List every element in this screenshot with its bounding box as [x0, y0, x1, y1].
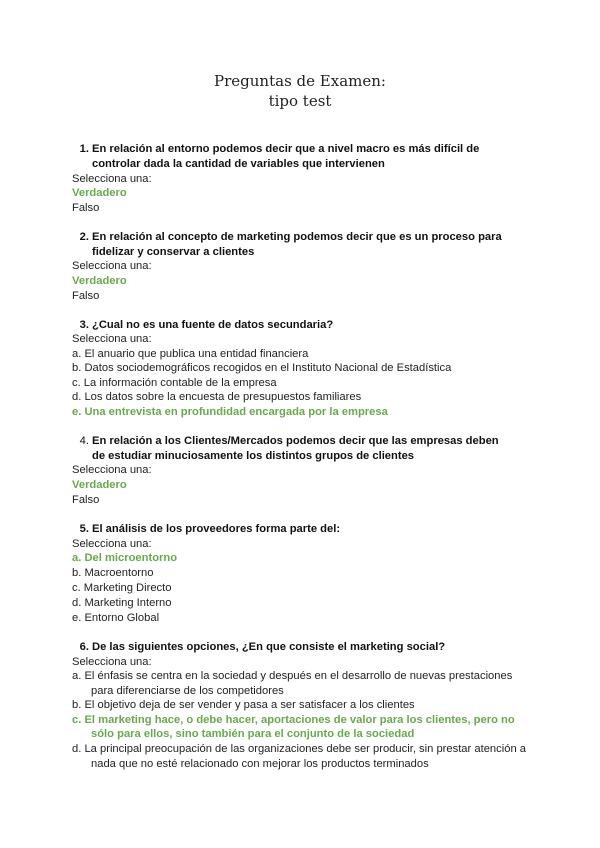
question-2-option-verdadero: Verdadero	[72, 275, 127, 287]
question-5-number: 5.	[79, 523, 89, 535]
question-5-text: 5. El análisis de los proveedores forma parte del:	[92, 522, 522, 537]
question-6-option-c-cont: sólo para ellos, sino también para el conjunto de la sociedad	[91, 728, 415, 740]
question-3-text: 3. ¿Cual no es una fuente de datos secundaria?	[92, 318, 522, 333]
question-6-option-d: d. La principal preocupación de las organizaciones debe ser producir, sin prestar atención a	[72, 743, 526, 755]
question-6-option-a: a. El énfasis se centra en la sociedad y después en el desarrollo de nuevas prestaciones	[72, 670, 513, 682]
question-4-text: 4. En relación a los Clientes/Mercados podemos decir que las empresas deben de estudiar minuciosamente los distintos grupos de clientes	[92, 434, 522, 464]
question-5-prompt: Selecciona una:	[72, 538, 152, 550]
question-2-text: 2. En relación al concepto de marketing podemos decir que es un proceso para fidelizar y conservar a clientes	[92, 230, 522, 260]
question-6-option-a-cont: para diferenciarse de los competidores	[91, 685, 284, 697]
question-3-option-c: c. La información contable de la empresa	[72, 377, 277, 389]
question-5-option-d: d. Marketing Interno	[72, 597, 172, 609]
question-4-prompt: Selecciona una:	[72, 464, 152, 476]
question-3-option-e: e. Una entrevista en profundidad encargada por la empresa	[72, 406, 388, 418]
question-1-number: 1.	[79, 143, 89, 155]
document-title: Preguntas de Examen:	[214, 72, 386, 90]
question-6-number: 6.	[79, 641, 89, 653]
question-3-option-d: d. Los datos sobre la encuesta de presupuestos familiares	[72, 391, 362, 403]
question-2-prompt: Selecciona una:	[72, 260, 152, 272]
question-3-option-a: a. El anuario que publica una entidad financiera	[72, 348, 309, 360]
question-6-prompt: Selecciona una:	[72, 656, 152, 668]
question-5-option-a: a. Del microentorno	[72, 552, 178, 564]
question-6-option-c: c. El marketing hace, o debe hacer, aportaciones de valor para los clientes, pero no	[72, 714, 515, 726]
document-subtitle: tipo test	[268, 92, 332, 110]
question-6-option-b: b. El objetivo deja de ser vender y pasa a ser satisfacer a los clientes	[72, 699, 415, 711]
question-6-text: 6. De las siguientes opciones, ¿En que consiste el marketing social?	[92, 640, 522, 655]
question-1-option-falso: Falso	[72, 202, 100, 214]
question-4-number: 4.	[79, 435, 89, 447]
question-3-option-b: b. Datos sociodemográficos recogidos en el Instituto Nacional de Estadística	[72, 362, 452, 374]
question-5-option-e: e. Entorno Global	[72, 612, 160, 624]
question-1-option-verdadero: Verdadero	[72, 187, 127, 199]
question-5-option-c: c. Marketing Directo	[72, 582, 172, 594]
question-4-option-verdadero: Verdadero	[72, 479, 127, 491]
question-1-prompt: Selecciona una:	[72, 173, 152, 185]
question-4-option-falso: Falso	[72, 494, 100, 506]
question-6-option-d-cont: nada que no esté relacionado con mejorar los productos terminados	[91, 758, 429, 770]
question-2-number: 2.	[79, 231, 89, 243]
question-1-text: 1. En relación al entorno podemos decir que a nivel macro es más difícil de controlar dada la cantidad de variables que intervienen	[92, 142, 522, 172]
question-2-option-falso: Falso	[72, 290, 100, 302]
question-3-number: 3.	[79, 319, 89, 331]
question-3-prompt: Selecciona una:	[72, 333, 152, 345]
question-5-option-b: b. Macroentorno	[72, 567, 154, 579]
